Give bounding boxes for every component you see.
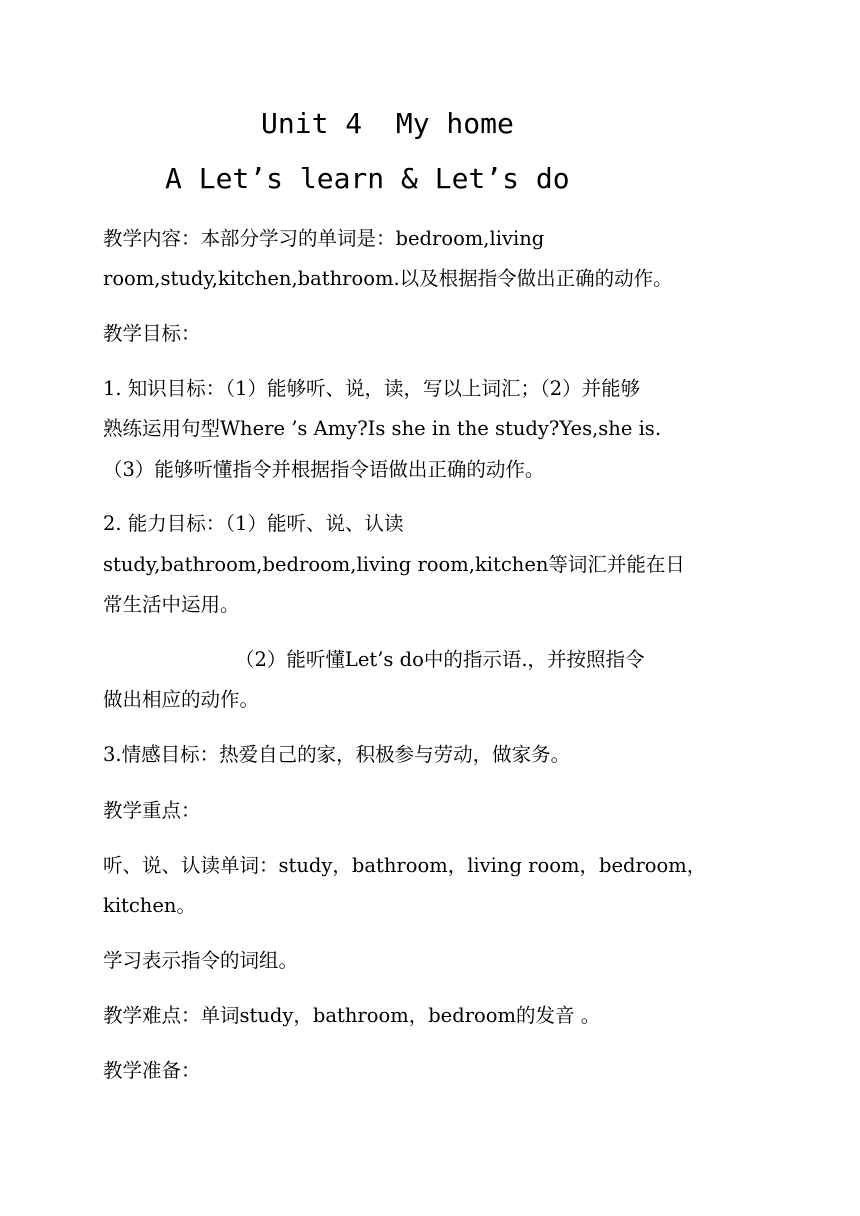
knowledge-objective-line-3: （3）能够听懂指令并根据指令语做出正确的动作。 bbox=[103, 458, 545, 481]
knowledge-objective-line-1: 1. 知识目标：（1）能够听、说，读，写以上词汇；（2）并能够 bbox=[103, 377, 641, 400]
teaching-content-line-1: 教学内容：本部分学习的单词是：bedroom,living bbox=[103, 227, 545, 250]
key-points-line-3: 学习表示指令的词组。 bbox=[103, 949, 299, 972]
emotion-objective: 3.情感目标：热爱自己的家，积极参与劳动，做家务。 bbox=[103, 743, 571, 766]
teaching-content-line-2: room,study,kitchen,bathroom.以及根据指令做出正确的动作。 bbox=[103, 267, 673, 290]
key-points-line-1: 听、说、认读单词：study，bathroom，living room，bedroom， bbox=[103, 854, 707, 877]
ability-objective-line-4: （2）能听懂Let’s do中的指示语.，并按照指令 bbox=[235, 648, 645, 671]
objectives-heading: 教学目标： bbox=[103, 322, 201, 345]
ability-objective-line-3: 常生活中运用。 bbox=[103, 593, 240, 616]
key-points-heading: 教学重点： bbox=[103, 799, 201, 822]
document-title: Unit 4 My home bbox=[261, 107, 514, 140]
difficulties-line: 教学难点：单词study，bathroom，bedroom的发音 。 bbox=[103, 1004, 601, 1027]
knowledge-objective-line-2: 熟练运用句型Where ’s Amy?Is she in the study?Yes,she is. bbox=[103, 417, 662, 440]
document-subtitle: A Let’s learn & Let’s do bbox=[165, 162, 570, 195]
ability-objective-line-1: 2. 能力目标：（1）能听、说、认读 bbox=[103, 512, 404, 535]
preparation-heading: 教学准备： bbox=[103, 1059, 201, 1082]
ability-objective-line-2: study,bathroom,bedroom,living room,kitchen等词汇并能在日 bbox=[103, 553, 685, 576]
ability-objective-line-5: 做出相应的动作。 bbox=[103, 688, 260, 711]
key-points-line-2: kitchen。 bbox=[103, 894, 196, 917]
